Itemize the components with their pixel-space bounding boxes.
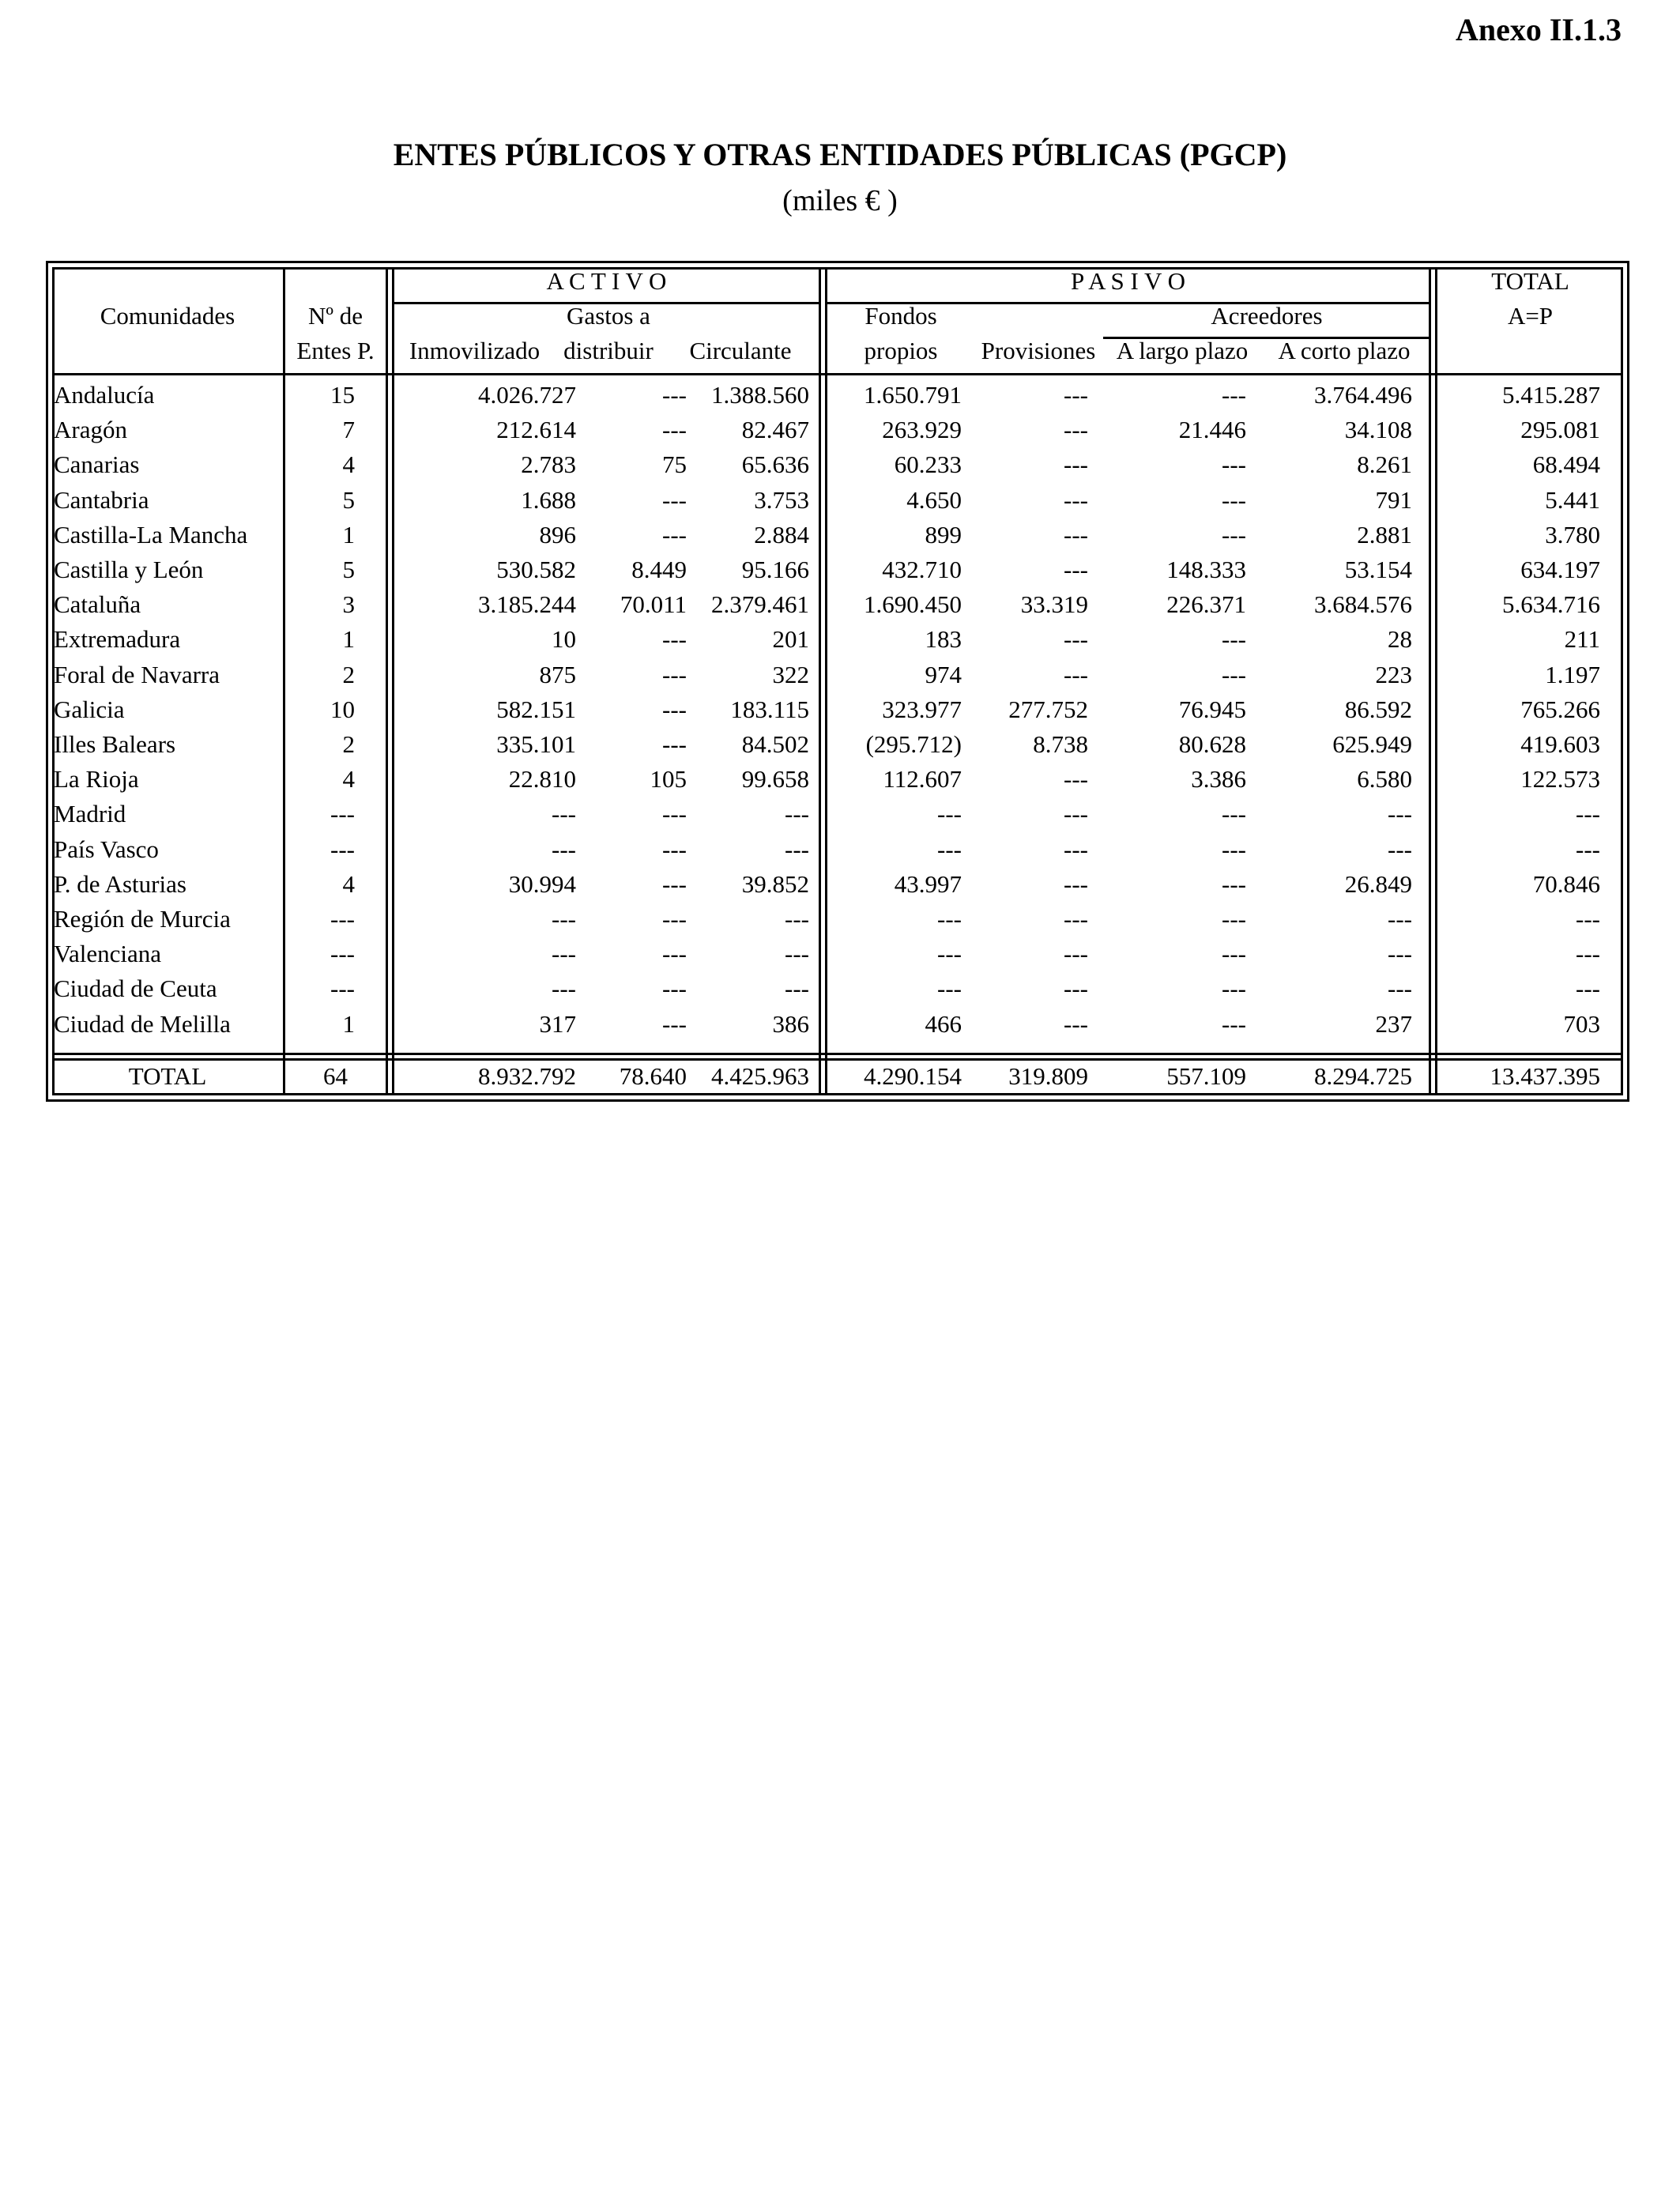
cell-corto-plazo: 3.764.496	[1314, 381, 1412, 409]
cell-provisiones: ---	[1064, 800, 1088, 828]
cell-gastos-distribuir: ---	[662, 381, 687, 409]
cell-largo-plazo: 21.446	[1178, 416, 1246, 444]
cell-gastos-distribuir: ---	[662, 625, 687, 654]
cell-total: 419.603	[1520, 730, 1600, 758]
cell-total: 634.197	[1520, 556, 1600, 583]
cell-circulante: 201	[772, 625, 809, 654]
cell-fondos-propios: 432.710	[882, 556, 962, 583]
cell-inmovilizado: 582.151	[496, 695, 576, 723]
cell-circulante: 2.379.461	[711, 590, 809, 619]
cell-n-entes: 2	[342, 660, 355, 688]
header-comunidades: Comunidades	[100, 302, 235, 330]
cell-circulante: 3.753	[754, 485, 809, 514]
cell-inmovilizado: 1.688	[521, 485, 576, 514]
cell-inmovilizado: 317	[539, 1009, 576, 1038]
cell-total: 5.415.287	[1502, 381, 1600, 409]
cell-fondos-propios: ---	[937, 940, 962, 968]
cell-corto-plazo: 34.108	[1344, 416, 1412, 444]
cell-total: 765.266	[1520, 695, 1600, 723]
cell-inmovilizado: ---	[552, 974, 576, 1003]
cell-corto-plazo: 86.592	[1344, 695, 1412, 723]
cell-provisiones: ---	[1064, 765, 1088, 794]
total-cell-provisiones: 319.809	[1008, 1062, 1088, 1090]
cell-total: ---	[1576, 905, 1600, 933]
cell-n-entes: 7	[342, 416, 355, 444]
cell-provisiones: ---	[1064, 520, 1088, 548]
cell-largo-plazo: 80.628	[1178, 730, 1246, 758]
cell-circulante: ---	[785, 835, 809, 863]
cell-gastos-distribuir: ---	[662, 660, 687, 688]
cell-corto-plazo: ---	[1388, 905, 1412, 933]
cell-n-entes: ---	[330, 905, 355, 933]
cell-comunidad: Foral de Navarra	[54, 660, 220, 688]
cell-gastos-distribuir: ---	[662, 695, 687, 723]
cell-corto-plazo: 625.949	[1332, 730, 1412, 758]
cell-largo-plazo: 76.945	[1178, 695, 1246, 723]
cell-fondos-propios: 183	[925, 625, 962, 654]
cell-gastos-distribuir: 105	[650, 765, 687, 794]
cell-provisiones: ---	[1064, 625, 1088, 654]
cell-fondos-propios: 466	[925, 1009, 962, 1038]
cell-circulante: ---	[785, 800, 809, 828]
cell-provisiones: 8.738	[1033, 730, 1088, 758]
cell-largo-plazo: ---	[1222, 1009, 1246, 1038]
page-subtitle: (miles € )	[782, 184, 898, 217]
cell-corto-plazo: ---	[1388, 974, 1412, 1003]
cell-n-entes: 2	[342, 730, 355, 758]
cell-gastos-distribuir: ---	[662, 869, 687, 898]
cell-comunidad: La Rioja	[54, 765, 139, 794]
total-cell-total: 13.437.395	[1490, 1062, 1600, 1090]
cell-inmovilizado: 875	[539, 660, 576, 688]
cell-circulante: 2.884	[754, 520, 809, 548]
cell-total: 703	[1563, 1009, 1600, 1038]
cell-comunidad: Canarias	[54, 450, 140, 479]
cell-largo-plazo: ---	[1222, 905, 1246, 933]
total-separator	[52, 1053, 1623, 1055]
total-cell-n-entes: 64	[323, 1062, 348, 1090]
cell-corto-plazo: ---	[1388, 835, 1412, 863]
cell-provisiones: 277.752	[1008, 695, 1088, 723]
cell-provisiones: ---	[1064, 835, 1088, 863]
cell-circulante: 82.467	[741, 416, 809, 444]
cell-fondos-propios: ---	[937, 974, 962, 1003]
cell-total: 122.573	[1520, 765, 1600, 794]
cell-provisiones: ---	[1064, 974, 1088, 1003]
header-provisiones: Provisiones	[981, 337, 1096, 364]
cell-circulante: 386	[772, 1009, 809, 1038]
cell-provisiones: 33.319	[1020, 590, 1088, 619]
cell-gastos-distribuir: ---	[662, 974, 687, 1003]
header-propios: propios	[864, 337, 938, 364]
header-gastos-a: Gastos a	[567, 302, 650, 330]
cell-corto-plazo: ---	[1388, 940, 1412, 968]
cell-inmovilizado: 22.810	[508, 765, 576, 794]
cell-corto-plazo: 8.261	[1357, 450, 1412, 479]
cell-circulante: 99.658	[741, 765, 809, 794]
cell-n-entes: 1	[342, 625, 355, 654]
cell-circulante: 39.852	[741, 869, 809, 898]
cell-total: 1.197	[1545, 660, 1600, 688]
cell-circulante: ---	[785, 974, 809, 1003]
cell-comunidad: Madrid	[54, 800, 126, 828]
cell-largo-plazo: 148.333	[1166, 556, 1246, 583]
cell-largo-plazo: ---	[1222, 381, 1246, 409]
cell-gastos-distribuir: ---	[662, 730, 687, 758]
cell-corto-plazo: ---	[1388, 800, 1412, 828]
cell-largo-plazo: ---	[1222, 625, 1246, 654]
cell-circulante: 1.388.560	[711, 381, 809, 409]
cell-inmovilizado: ---	[552, 800, 576, 828]
header-acreedores: Acreedores	[1211, 302, 1323, 330]
cell-inmovilizado: 896	[539, 520, 576, 548]
cell-comunidad: Illes Balears	[54, 730, 176, 758]
total-cell-largo-plazo: 557.109	[1166, 1062, 1246, 1090]
cell-circulante: ---	[785, 940, 809, 968]
header-fondos: Fondos	[864, 302, 937, 330]
cell-largo-plazo: ---	[1222, 800, 1246, 828]
cell-n-entes: 4	[342, 765, 355, 794]
cell-total: 5.634.716	[1502, 590, 1600, 619]
header-entes-p: Entes P.	[296, 337, 375, 364]
cell-comunidad: Ciudad de Ceuta	[54, 974, 217, 1003]
cell-fondos-propios: ---	[937, 800, 962, 828]
cell-comunidad: Castilla-La Mancha	[54, 520, 248, 548]
cell-fondos-propios: 1.650.791	[864, 381, 962, 409]
cell-comunidad: Cantabria	[54, 485, 149, 514]
cell-gastos-distribuir: ---	[662, 485, 687, 514]
cell-circulante: 65.636	[741, 450, 809, 479]
cell-n-entes: 1	[342, 520, 355, 548]
cell-fondos-propios: ---	[937, 905, 962, 933]
cell-provisiones: ---	[1064, 940, 1088, 968]
header-total: TOTAL	[1491, 267, 1569, 295]
cell-largo-plazo: ---	[1222, 835, 1246, 863]
cell-n-entes: 1	[342, 1009, 355, 1038]
cell-total: ---	[1576, 974, 1600, 1003]
cell-inmovilizado: 4.026.727	[478, 381, 576, 409]
cell-total: 70.846	[1532, 869, 1600, 898]
total-cell-fondos-propios: 4.290.154	[864, 1062, 962, 1090]
cell-corto-plazo: 237	[1375, 1009, 1412, 1038]
cell-largo-plazo: ---	[1222, 869, 1246, 898]
cell-fondos-propios: 60.233	[894, 450, 962, 479]
cell-comunidad: Valenciana	[54, 940, 161, 968]
header-n-de: Nº de	[307, 302, 363, 330]
cell-fondos-propios: 1.690.450	[864, 590, 962, 619]
cell-gastos-distribuir: ---	[662, 835, 687, 863]
cell-gastos-distribuir: ---	[662, 940, 687, 968]
page-title: ENTES PÚBLICOS Y OTRAS ENTIDADES PÚBLICAS (PGCP)	[393, 137, 1287, 172]
cell-circulante: ---	[785, 905, 809, 933]
cell-fondos-propios: 4.650	[906, 485, 962, 514]
cell-total: ---	[1576, 800, 1600, 828]
col-divider	[386, 267, 388, 1095]
cell-fondos-propios: (295.712)	[865, 730, 962, 758]
cell-inmovilizado: ---	[552, 940, 576, 968]
cell-provisiones: ---	[1064, 381, 1088, 409]
cell-n-entes: ---	[330, 974, 355, 1003]
cell-n-entes: ---	[330, 940, 355, 968]
cell-fondos-propios: ---	[937, 835, 962, 863]
cell-gastos-distribuir: ---	[662, 800, 687, 828]
cell-fondos-propios: 323.977	[882, 695, 962, 723]
cell-corto-plazo: 6.580	[1357, 765, 1412, 794]
cell-n-entes: 3	[342, 590, 355, 619]
header-bottom-line	[52, 373, 1623, 375]
cell-largo-plazo: ---	[1222, 660, 1246, 688]
cell-n-entes: 4	[342, 869, 355, 898]
cell-total: 211	[1564, 625, 1600, 654]
header-largo-plazo: A largo plazo	[1116, 337, 1249, 364]
total-cell-gastos-distribuir: 78.640	[619, 1062, 687, 1090]
header-distribuir: distribuir	[563, 337, 654, 364]
cell-largo-plazo: ---	[1222, 485, 1246, 514]
cell-provisiones: ---	[1064, 1009, 1088, 1038]
col-divider	[819, 267, 821, 1095]
cell-inmovilizado: 212.614	[496, 416, 576, 444]
cell-inmovilizado: ---	[552, 905, 576, 933]
cell-inmovilizado: 530.582	[496, 556, 576, 583]
cell-provisiones: ---	[1064, 556, 1088, 583]
header-corto-plazo: A corto plazo	[1278, 337, 1411, 364]
header-total-ap: A=P	[1507, 302, 1554, 330]
cell-comunidad: Extremadura	[54, 625, 181, 654]
total-cell-corto-plazo: 8.294.725	[1314, 1062, 1412, 1090]
cell-fondos-propios: 263.929	[882, 416, 962, 444]
cell-n-entes: ---	[330, 800, 355, 828]
cell-n-entes: 5	[342, 485, 355, 514]
cell-inmovilizado: ---	[552, 835, 576, 863]
cell-comunidad: Aragón	[54, 416, 127, 444]
cell-corto-plazo: 28	[1388, 625, 1412, 654]
cell-total: 295.081	[1520, 416, 1600, 444]
cell-n-entes: ---	[330, 835, 355, 863]
cell-comunidad: Galicia	[54, 695, 125, 723]
cell-circulante: 322	[772, 660, 809, 688]
cell-total: ---	[1576, 940, 1600, 968]
cell-total: 3.780	[1545, 520, 1600, 548]
cell-corto-plazo: 223	[1375, 660, 1412, 688]
cell-circulante: 183.115	[730, 695, 809, 723]
cell-largo-plazo: ---	[1222, 974, 1246, 1003]
cell-corto-plazo: 53.154	[1344, 556, 1412, 583]
cell-n-entes: 4	[342, 450, 355, 479]
cell-gastos-distribuir: 8.449	[631, 556, 687, 583]
cell-fondos-propios: 43.997	[894, 869, 962, 898]
cell-inmovilizado: 335.101	[496, 730, 576, 758]
header-inmovilizado: Inmovilizado	[409, 337, 541, 364]
cell-total: 5.441	[1545, 485, 1600, 514]
cell-n-entes: 15	[330, 381, 355, 409]
cell-comunidad: Cataluña	[54, 590, 141, 619]
cell-provisiones: ---	[1064, 905, 1088, 933]
cell-provisiones: ---	[1064, 416, 1088, 444]
cell-comunidad: Ciudad de Melilla	[54, 1009, 231, 1038]
cell-n-entes: 10	[330, 695, 355, 723]
cell-inmovilizado: 30.994	[508, 869, 576, 898]
cell-gastos-distribuir: 70.011	[620, 590, 687, 619]
cell-n-entes: 5	[342, 556, 355, 583]
cell-comunidad: Andalucía	[54, 381, 155, 409]
cell-fondos-propios: 112.607	[883, 765, 962, 794]
cell-corto-plazo: 3.684.576	[1314, 590, 1412, 619]
cell-corto-plazo: 791	[1375, 485, 1412, 514]
cell-comunidad: País Vasco	[54, 835, 159, 863]
cell-gastos-distribuir: ---	[662, 1009, 687, 1038]
header-circulante: Circulante	[689, 337, 792, 364]
cell-total: 68.494	[1532, 450, 1600, 479]
cell-largo-plazo: ---	[1222, 450, 1246, 479]
cell-provisiones: ---	[1064, 869, 1088, 898]
total-cell-circulante: 4.425.963	[711, 1062, 809, 1090]
cell-gastos-distribuir: ---	[662, 905, 687, 933]
col-divider	[1429, 267, 1431, 1095]
cell-gastos-distribuir: ---	[662, 520, 687, 548]
cell-gastos-distribuir: 75	[662, 450, 687, 479]
cell-provisiones: ---	[1064, 485, 1088, 514]
cell-largo-plazo: ---	[1222, 940, 1246, 968]
header-activo: A C T I V O	[546, 267, 667, 295]
total-cell-inmovilizado: 8.932.792	[478, 1062, 576, 1090]
cell-corto-plazo: 26.849	[1344, 869, 1412, 898]
financial-table	[46, 261, 1629, 1102]
cell-circulante: 84.502	[741, 730, 809, 758]
cell-circulante: 95.166	[741, 556, 809, 583]
cell-gastos-distribuir: ---	[662, 416, 687, 444]
header-pasivo: P A S I V O	[1070, 267, 1186, 295]
cell-total: ---	[1576, 835, 1600, 863]
cell-largo-plazo: ---	[1222, 520, 1246, 548]
cell-largo-plazo: 226.371	[1166, 590, 1246, 619]
annex-label: Anexo II.1.3	[1455, 12, 1622, 47]
total-cell-comunidad: TOTAL	[128, 1062, 207, 1090]
cell-fondos-propios: 974	[925, 660, 962, 688]
cell-fondos-propios: 899	[925, 520, 962, 548]
cell-provisiones: ---	[1064, 450, 1088, 479]
cell-comunidad: Región de Murcia	[54, 905, 231, 933]
cell-comunidad: Castilla y León	[54, 556, 204, 583]
cell-corto-plazo: 2.881	[1357, 520, 1412, 548]
cell-largo-plazo: 3.386	[1191, 765, 1246, 794]
cell-inmovilizado: 3.185.244	[478, 590, 576, 619]
cell-comunidad: P. de Asturias	[54, 869, 186, 898]
cell-provisiones: ---	[1064, 660, 1088, 688]
cell-inmovilizado: 2.783	[521, 450, 576, 479]
cell-inmovilizado: 10	[552, 625, 576, 654]
